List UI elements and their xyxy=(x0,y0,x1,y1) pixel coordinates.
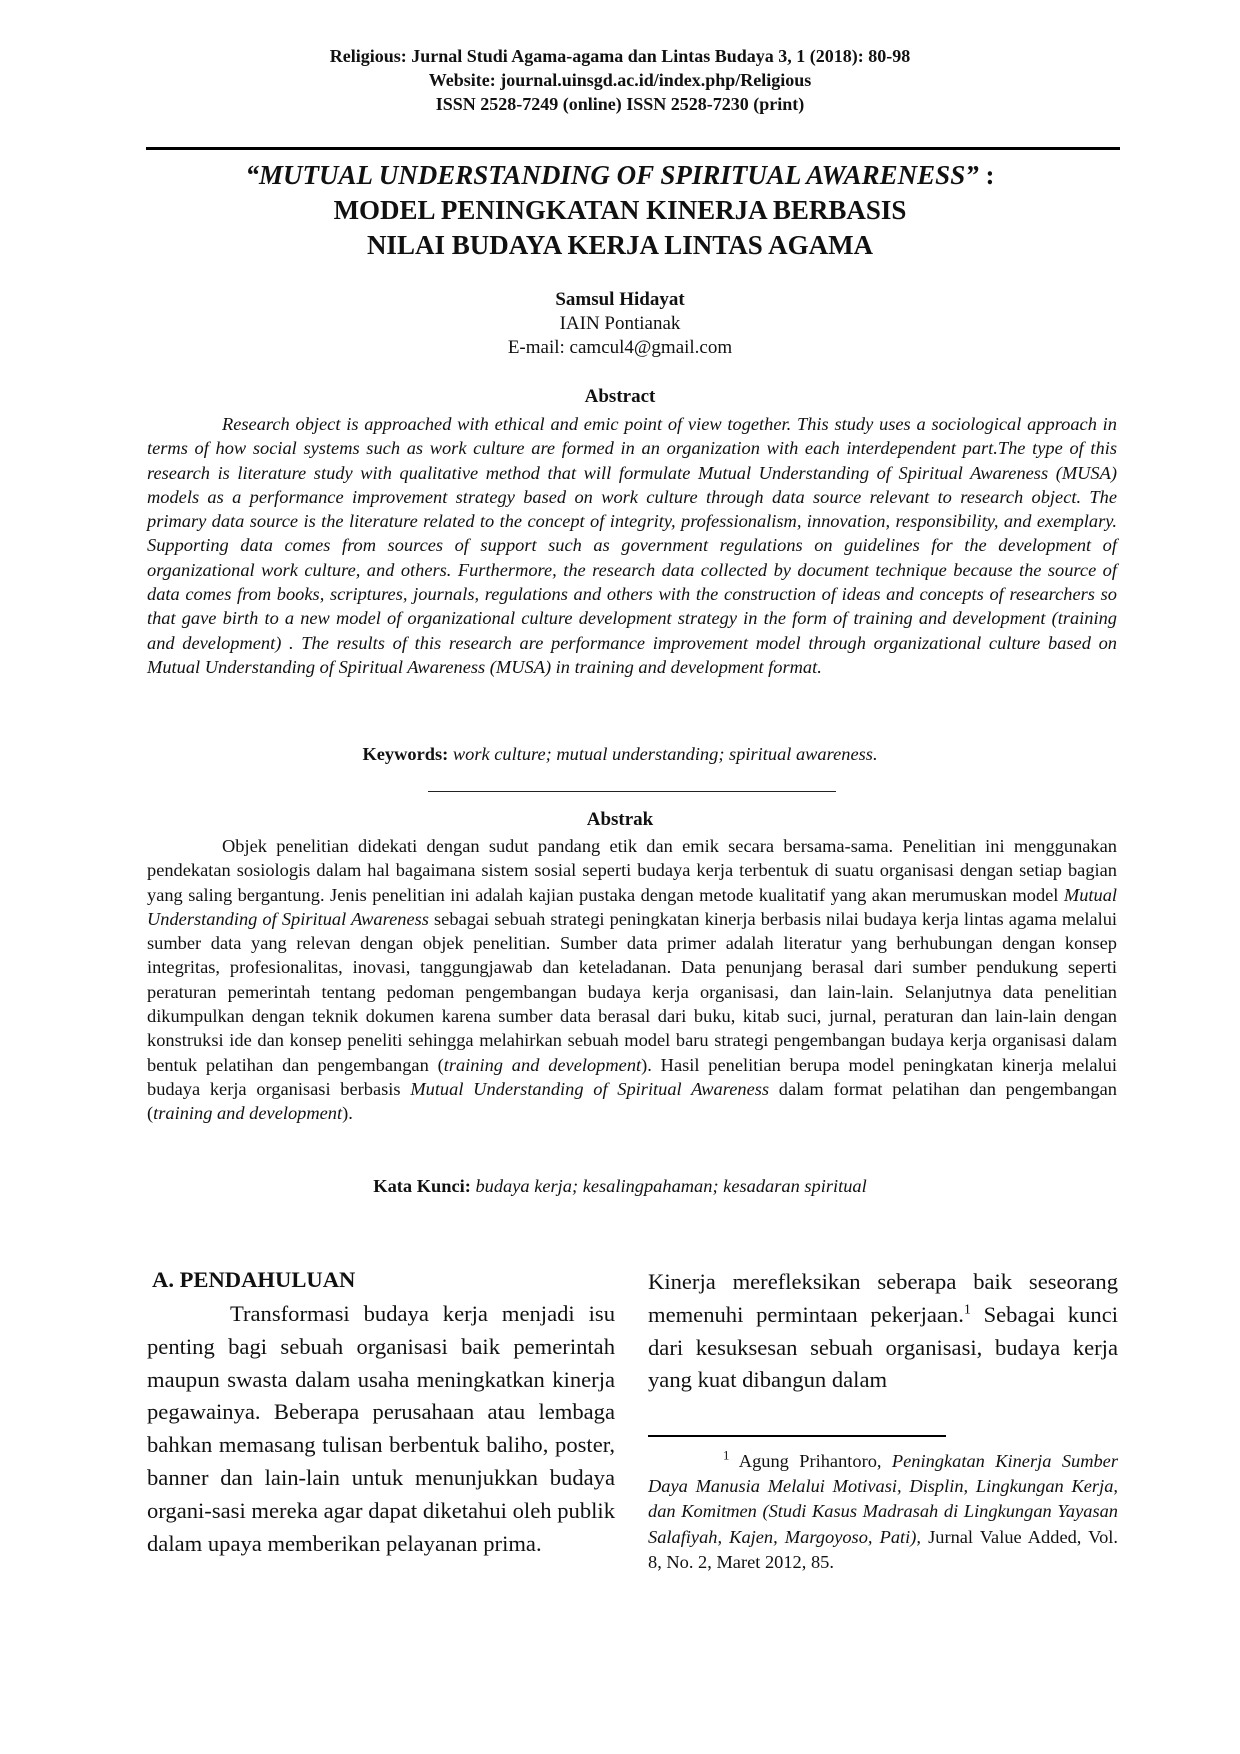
title-line-2: MODEL PENINGKATAN KINERJA BERBASIS xyxy=(333,195,907,225)
journal-website: Website: journal.uinsgd.ac.id/index.php/Religious xyxy=(428,70,812,90)
author-name: Samsul Hidayat xyxy=(555,289,685,310)
footnote-number: 1 xyxy=(723,1448,730,1463)
left-column xyxy=(147,1298,615,1560)
journal-header xyxy=(0,44,1240,116)
keywords-en-label: Keywords: xyxy=(362,744,449,764)
title-italic-part: “MUTUAL UNDERSTANDING OF SPIRITUAL AWARENESS” xyxy=(245,160,979,190)
author-affiliation: IAIN Pontianak xyxy=(559,313,681,334)
intro-paragraph: Transformasi budaya kerja menjadi isu penting bagi sebuah organisasi baik pemerintah maupun swasta dalam usaha meningkatkan kinerja pegawainya. Beberapa perusahaan atau lembaga bahkan memasang tulisan berbentuk baliho, poster, banner dan lain-lain untuk menunjukkan budaya organi-sasi mereka agar dapat diketahui oleh publik dalam upaya memberikan pelayanan prima. xyxy=(147,1301,615,1556)
header-divider xyxy=(146,147,1120,150)
right-text-part: Kinerja merefleksikan seberapa baik seseorang memenuhi permintaan pekerjaan. xyxy=(648,1269,1118,1327)
abstract-separator xyxy=(428,791,836,792)
right-text-part: Sebagai kunci dari kesuksesan sebuah organisasi, budaya kerja yang kuat dibangun dalam xyxy=(648,1301,1118,1393)
abstract-id-italic: Mutual Understanding of Spiritual Awareness xyxy=(410,1078,770,1099)
journal-issn: ISSN 2528-7249 (online) ISSN 2528-7230 (print) xyxy=(435,94,805,114)
abstract-id-part: ). xyxy=(342,1103,353,1124)
footnote-author: Agung Prihantoro, xyxy=(729,1451,892,1471)
footnote-divider xyxy=(648,1435,946,1437)
keywords-id xyxy=(0,1174,1240,1198)
abstract-id-italic: Mutual Understanding of Spiritual Awareness xyxy=(147,884,1117,929)
abstract-id-italic: training and development xyxy=(443,1054,642,1075)
footnote-ref[interactable]: 1 xyxy=(963,1302,971,1318)
abstract-id-italic: training and development xyxy=(153,1103,343,1124)
title-line-1 xyxy=(0,158,1240,193)
author-block xyxy=(0,288,1240,360)
abstract-en-heading: Abstract xyxy=(584,386,656,407)
title-line-3: NILAI BUDAYA KERJA LINTAS AGAMA xyxy=(366,230,874,260)
abstract-id-part: dalam format pelatihan dan pengembangan ( xyxy=(147,1078,1117,1124)
abstract-id-body xyxy=(147,834,1117,1126)
author-email: E-mail: camcul4@gmail.com xyxy=(507,337,733,358)
abstract-id-heading: Abstrak xyxy=(586,809,654,830)
paper-title xyxy=(0,158,1240,263)
footnote-title: Peningkatan Kinerja Sumber Daya Manusia Melalui Motivasi, Displin, Lingkungan Kerja, dan Komitmen (Studi Kasus Madrasah di Lingkungan Yayasan Salafiyah, Kajen, Margoyoso, Pati), xyxy=(648,1451,1118,1547)
keywords-en-values: work culture; mutual understanding; spiritual awareness. xyxy=(448,744,878,764)
abstract-id-part: ). Hasil penelitian berupa model peningkatan kinerja melalui budaya kerja organisasi berbasis xyxy=(147,1054,1117,1099)
title-colon: : xyxy=(978,160,995,190)
right-column xyxy=(648,1266,1118,1397)
abstract-id-part: Objek penelitian didekati dengan sudut pandang etik dan emik secara bersama-sama. Penelitian ini menggunakan pendekatan sosiologis dalam hal bagaimana sistem sosial seperti budaya kerja terbentuk di suatu organisasi dengan setiap bagian yang saling bergantung. Jenis penelitian ini adalah kajian pustaka dengan metode kualitatif yang akan merumuskan model xyxy=(147,836,1117,905)
footnote xyxy=(648,1449,1118,1575)
abstract-en-text: Research object is approached with ethical and emic point of view together. This study uses a sociological approach in terms of how social systems such as work culture are formed in an organization with each interdependent part.The type of this research is literature study with qualitative method that will formulate Mutual Understanding of Spiritual Awareness (MUSA) models as a performance improvement strategy based on work culture through data source relevant to research object. The primary data source is the literature related to the concept of integrity, professionalism, innovation, responsibility, and exemplary. Supporting data comes from sources of support such as government regulations on guidelines for the development of organizational work culture, and others. Furthermore, the research data collected by document technique because the source of data comes from books, scriptures, journals, regulations and others with the construction of ideas and concepts of researchers so that gave birth to a new model of organizational culture development strategy in the form of training and development (training and development) . The results of this research are performance improvement model through organizational culture based on Mutual Understanding of Spiritual Awareness (MUSA) in training and development format. xyxy=(147,414,1117,677)
abstract-id-part: sebagai sebuah strategi peningkatan kinerja berbasis nilai budaya kerja lintas agama melalui sumber data yang relevan dengan objek penelitian. Sumber data primer adalah literatur yang berhubungan dengan konsep integritas, profesionalitas, inovasi, tanggungjawab dan keteladanan. Data penunjang berasal dari sumber pendukung seperti peraturan pemerintah tentang pedoman pengembangan budaya kerja organisasi, dan lain-lain. Selanjutnya data penelitian dikumpulkan dengan teknik dokumen karena sumber data berasal dari buku, kitab suci, jurnal, peraturan dan lain-lain dengan konstruksi ide dan konsep peneliti sehingga melahirkan sebuah model baru strategi pengembangan budaya kerja organisasi dalam bentuk pelatihan dan pengembangan ( xyxy=(147,908,1117,1075)
abstract-id-text xyxy=(147,834,1117,1126)
section-heading: A. PENDAHULUAN xyxy=(152,1267,356,1292)
keywords-en xyxy=(0,742,1240,766)
journal-citation: Religious: Jurnal Studi Agama-agama dan Lintas Budaya 3, 1 (2018): 80-98 xyxy=(329,46,911,66)
keywords-id-values: budaya kerja; kesalingpahaman; kesadaran spiritual xyxy=(470,1176,867,1196)
keywords-id-label: Kata Kunci: xyxy=(373,1176,471,1196)
footnote-source: Jurnal Value Added, Vol. 8, No. 2, Maret 2012, 85. xyxy=(648,1526,1118,1572)
abstract-en-body xyxy=(147,412,1117,679)
right-paragraph xyxy=(648,1266,1118,1397)
